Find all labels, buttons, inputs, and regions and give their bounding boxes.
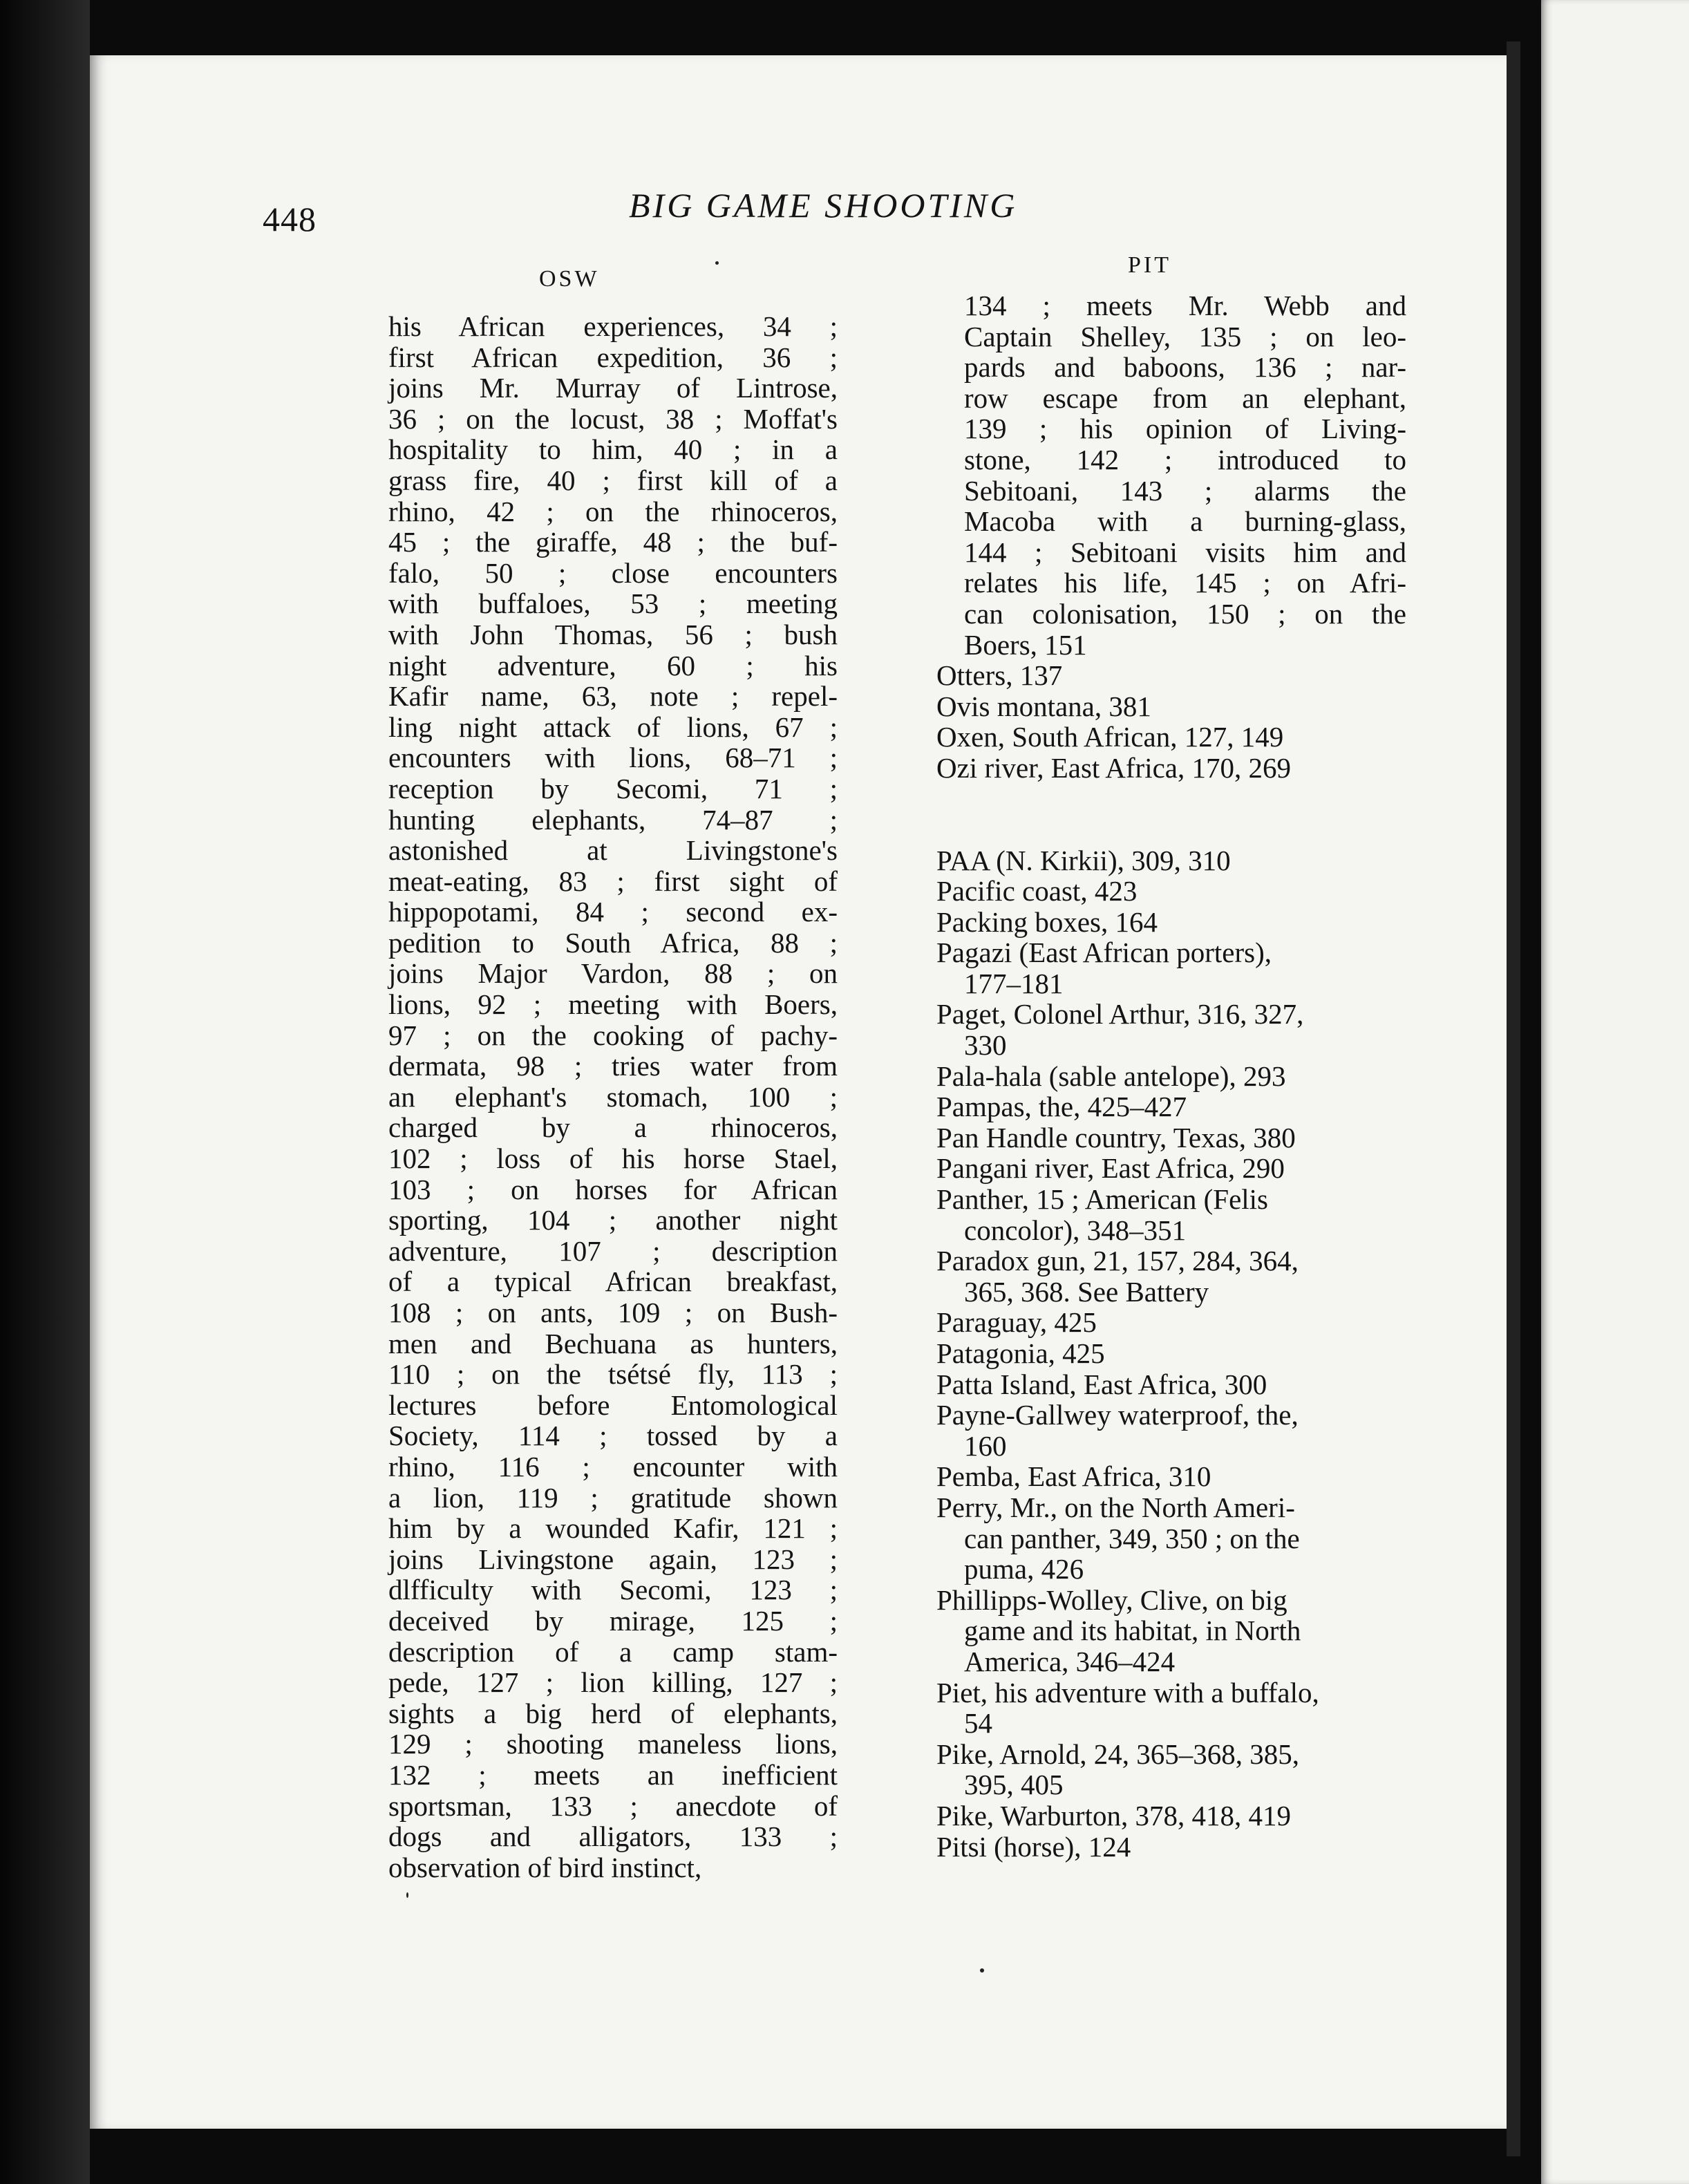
index-line: observation of bird instinct, — [388, 1851, 702, 1883]
index-entry-continuation: can panther, 349, 350 ; on the — [964, 1522, 1300, 1554]
facing-page-edge — [1534, 0, 1689, 2184]
index-entry: Panther, 15 ; American (Felis — [936, 1183, 1269, 1216]
index-entry: Ovis montana, 381 — [936, 690, 1151, 722]
index-line: hospitality to him, 40 ; in a — [388, 433, 838, 466]
index-line: 102 ; loss of his horse Stael, — [388, 1142, 838, 1175]
index-line: 110 ; on the tsétsé fly, 113 ; — [388, 1358, 838, 1391]
index-line: pedition to South Africa, 88 ; — [388, 926, 838, 959]
index-entry: Oxen, South African, 127, 149 — [936, 721, 1284, 753]
index-line: an elephant's stomach, 100 ; — [388, 1080, 838, 1113]
index-line: him by a wounded Kafir, 121 ; — [388, 1512, 838, 1545]
index-entry: Ozi river, East Africa, 170, 269 — [936, 751, 1291, 784]
print-speck — [715, 261, 719, 265]
index-line: 134 ; meets Mr. Webb and — [964, 290, 1406, 321]
index-line: description of a camp stam- — [388, 1635, 838, 1668]
index-line: dermata, 98 ; tries water from — [388, 1050, 838, 1082]
print-speck — [406, 1892, 408, 1898]
index-line: 108 ; on ants, 109 ; on Bush- — [388, 1297, 838, 1328]
index-entry: Packing boxes, 164 — [936, 905, 1158, 938]
index-line: joins Major Vardon, 88 ; on — [388, 957, 838, 990]
index-entry: Piet, his adventure with a buffalo, — [936, 1676, 1319, 1708]
index-entry: Pemba, East Africa, 310 — [936, 1460, 1211, 1493]
index-line: Kafir name, 63, note ; repel- — [388, 680, 838, 713]
index-entry-continuation: 395, 405 — [964, 1769, 1064, 1801]
index-entry: Paradox gun, 21, 157, 284, 364, — [936, 1245, 1299, 1277]
index-column-right — [936, 290, 1406, 1862]
index-entry-continuation: 365, 368. See Battery — [964, 1275, 1209, 1308]
index-line: can colonisation, 150 ; on the — [964, 597, 1406, 630]
index-line: ling night attack of lions, 67 ; — [388, 710, 838, 743]
index-entry-continuation: concolor), 348–351 — [964, 1214, 1187, 1246]
index-entry-continuation: America, 346–424 — [964, 1645, 1176, 1677]
index-line: stone, 142 ; introduced to — [964, 443, 1406, 476]
index-entry: Paraguay, 425 — [936, 1306, 1097, 1339]
index-line: pede, 127 ; lion killing, 127 ; — [388, 1666, 838, 1699]
index-line: a lion, 119 ; gratitude shown — [388, 1481, 838, 1514]
index-line: adventure, 107 ; description — [388, 1234, 838, 1267]
index-line: dogs and alligators, 133 ; — [388, 1820, 838, 1853]
index-line: Macoba with a burning-glass, — [964, 505, 1406, 538]
index-entry-continuation: 160 — [964, 1429, 1007, 1462]
index-line: 132 ; meets an inefficient — [388, 1758, 838, 1791]
index-line: with buffaloes, 53 ; meeting — [388, 587, 838, 620]
print-speck — [980, 1968, 984, 1973]
scan-border-left — [0, 0, 90, 2184]
index-line: first African expedition, 36 ; — [388, 341, 838, 373]
index-line: men and Bechuana as hunters, — [388, 1327, 838, 1359]
index-entry-continuation: 330 — [964, 1029, 1007, 1062]
index-line: 36 ; on the locust, 38 ; Moffat's — [388, 402, 838, 435]
index-line: night adventure, 60 ; his — [388, 649, 838, 681]
index-entry: Pagazi (East African porters), — [936, 936, 1272, 969]
index-line: joins Livingstone again, 123 ; — [388, 1543, 838, 1575]
index-line: 139 ; his opinion of Living- — [964, 413, 1406, 445]
index-line: deceived by mirage, 125 ; — [388, 1604, 838, 1637]
index-entry: Phillipps-Wolley, Clive, on big — [936, 1583, 1287, 1616]
index-line: encounters with lions, 68–71 ; — [388, 742, 838, 774]
index-entry: Paget, Colonel Arthur, 316, 327, — [936, 998, 1304, 1030]
running-head: BIG GAME SHOOTING — [629, 186, 1018, 225]
index-entry-continuation: game and its habitat, in North — [964, 1615, 1301, 1647]
index-entry-continuation: 54 — [964, 1707, 992, 1740]
index-entry: Pitsi (horse), 124 — [936, 1830, 1131, 1863]
index-line: 45 ; the giraffe, 48 ; the buf- — [388, 526, 838, 558]
index-line: grass fire, 40 ; first kill of a — [388, 464, 838, 496]
page-number: 448 — [263, 200, 317, 238]
index-line: sporting, 104 ; another night — [388, 1204, 838, 1236]
index-line: hunting elephants, 74–87 ; — [388, 803, 838, 836]
index-entry: Pala-hala (sable antelope), 293 — [936, 1060, 1286, 1092]
index-line: 144 ; Sebitoani visits him and — [964, 536, 1406, 568]
index-entry: Pangani river, East Africa, 290 — [936, 1152, 1285, 1185]
index-entry: Otters, 137 — [936, 659, 1063, 692]
index-column-left — [388, 311, 838, 1883]
index-line: 103 ; on horses for African — [388, 1173, 838, 1205]
facing-page-paper — [1541, 0, 1689, 2184]
index-line: hippopotami, 84 ; second ex- — [388, 896, 838, 928]
index-entry: Patta Island, East Africa, 300 — [936, 1368, 1267, 1400]
index-line: his African experiences, 34 ; — [388, 310, 838, 342]
index-entry-continuation: 177–181 — [964, 967, 1064, 999]
index-line: lions, 92 ; meeting with Boers, — [388, 988, 838, 1021]
index-entry: Patagonia, 425 — [936, 1337, 1105, 1369]
index-line: row escape from an elephant, — [964, 382, 1406, 414]
index-line: sportsman, 133 ; anecdote of — [388, 1789, 838, 1822]
index-line: 129 ; shooting maneless lions, — [388, 1728, 838, 1760]
index-line: reception by Secomi, 71 ; — [388, 772, 838, 804]
index-line: Sebitoani, 143 ; alarms the — [964, 474, 1406, 507]
letter-section-gap — [936, 784, 1406, 845]
index-line: Boers, 151 — [964, 628, 1087, 661]
index-line: lectures before Entomological — [388, 1388, 838, 1421]
index-line: of a typical African breakfast, — [388, 1265, 838, 1298]
guide-word-right: PIT — [1128, 252, 1171, 278]
index-line: falo, 50 ; close encounters — [388, 556, 838, 589]
index-line: relates his life, 145 ; on Afri- — [964, 567, 1406, 599]
index-entry: Pike, Arnold, 24, 365–368, 385, — [936, 1738, 1300, 1770]
index-line: meat-eating, 83 ; first sight of — [388, 865, 838, 897]
index-entry: Pacific coast, 423 — [936, 875, 1138, 907]
index-line: charged by a rhinoceros, — [388, 1111, 838, 1144]
index-line: Society, 114 ; tossed by a — [388, 1420, 838, 1452]
index-line: pards and baboons, 136 ; nar- — [964, 351, 1406, 384]
gutter-shadow — [1507, 41, 1520, 2156]
index-entry-continuation: puma, 426 — [964, 1553, 1084, 1585]
index-line: Captain Shelley, 135 ; on leo- — [964, 320, 1406, 352]
index-line: 97 ; on the cooking of pachy- — [388, 1019, 838, 1051]
index-line: joins Mr. Murray of Lintrose, — [388, 372, 838, 404]
index-entry: Payne-Gallwey waterproof, the, — [936, 1399, 1299, 1431]
index-line: rhino, 116 ; encounter with — [388, 1450, 838, 1482]
index-entry: Pike, Warburton, 378, 418, 419 — [936, 1799, 1291, 1832]
index-line: sights a big herd of elephants, — [388, 1697, 838, 1729]
index-entry: Pampas, the, 425–427 — [936, 1091, 1187, 1123]
index-line: dlfficulty with Secomi, 123 ; — [388, 1574, 838, 1606]
index-entry: Pan Handle country, Texas, 380 — [936, 1121, 1296, 1154]
index-line: with John Thomas, 56 ; bush — [388, 618, 838, 650]
index-entry: Perry, Mr., on the North Ameri- — [936, 1491, 1295, 1523]
index-line: astonished at Livingstone's — [388, 834, 838, 867]
index-line: rhino, 42 ; on the rhinoceros, — [388, 495, 838, 527]
guide-word-left: OSW — [539, 266, 600, 292]
index-entry: PAA (N. Kirkii), 309, 310 — [936, 844, 1231, 876]
